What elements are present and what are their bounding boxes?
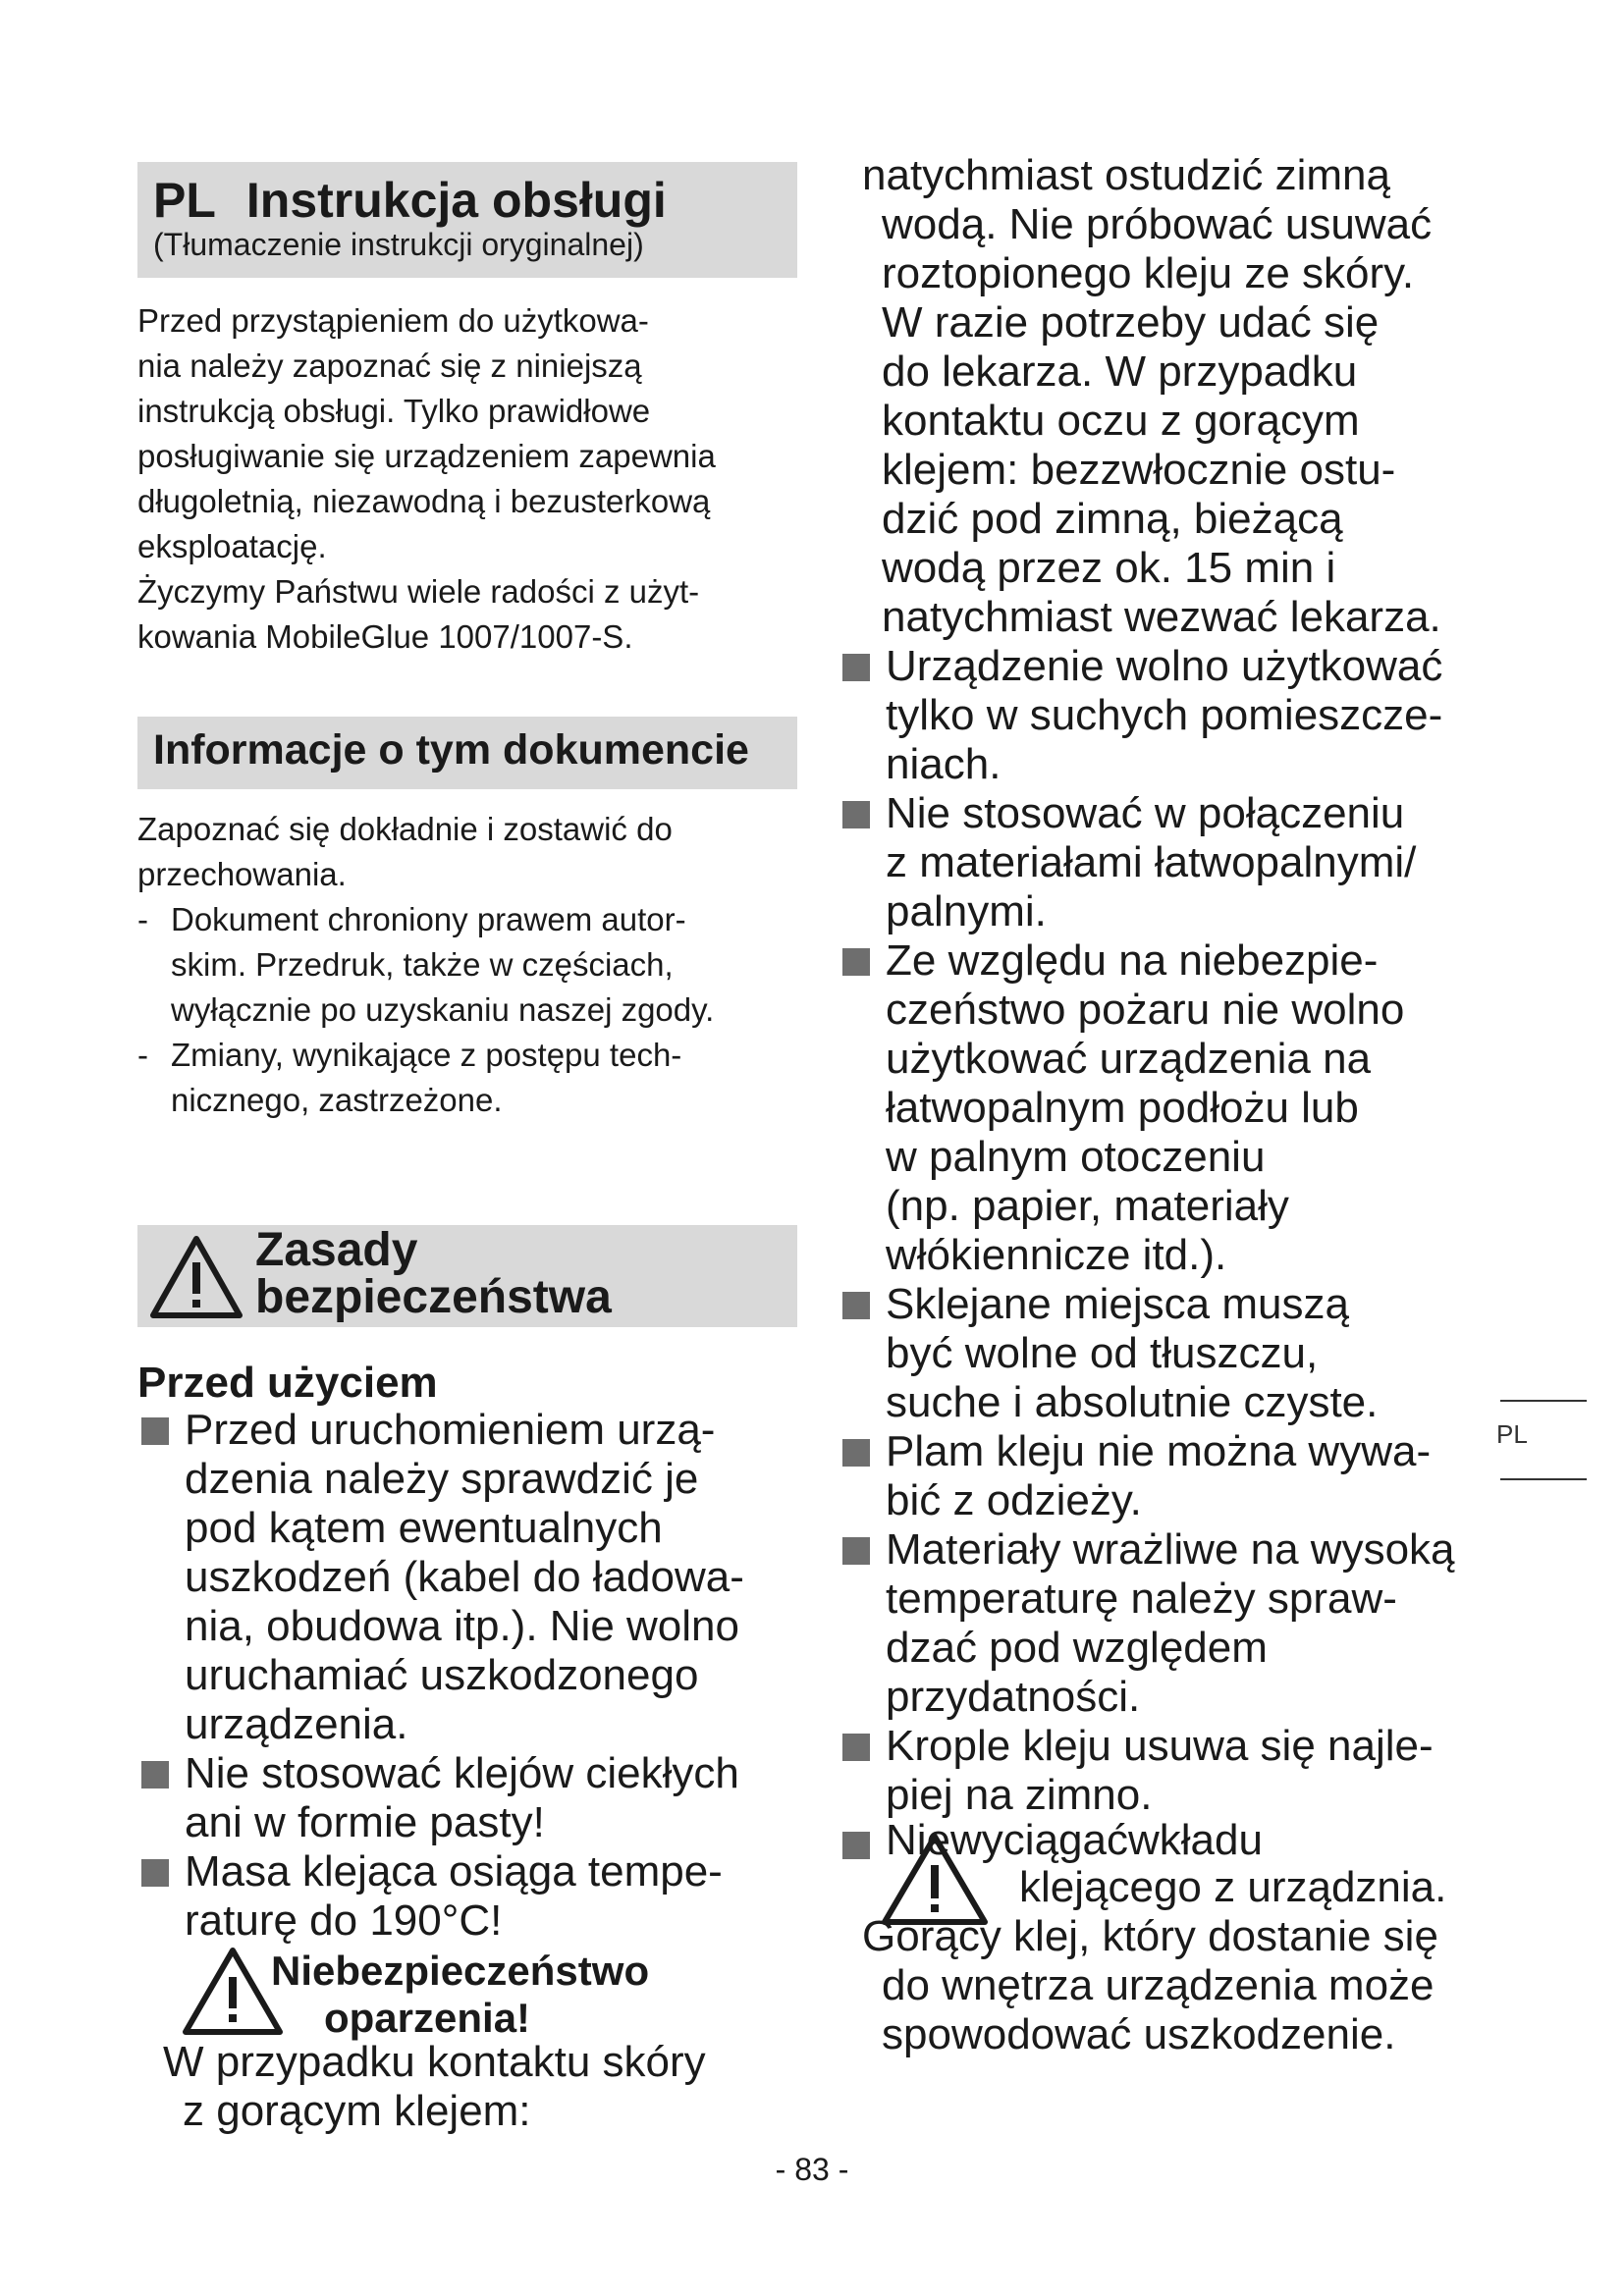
list-item bbox=[839, 642, 1506, 789]
continuation-line: kontaktu oczu z gorącym bbox=[882, 397, 1360, 445]
list-item-line: Sklejane miejsca muszą bbox=[886, 1280, 1349, 1328]
continuation-line: klejem: bezzwłocznie ostu- bbox=[882, 446, 1396, 494]
list-item-line: uszkodzeń (kabel do ładowa- bbox=[185, 1553, 744, 1601]
list-item-line: z materiałami łatwopalnymi/ bbox=[886, 838, 1417, 886]
list-item-line: temperaturę należy spraw- bbox=[886, 1575, 1397, 1623]
dash-marker: - bbox=[137, 901, 148, 937]
safety-heading-line: Zasady bbox=[255, 1224, 418, 1276]
dash-item-line: Dokument chroniony prawem autor- bbox=[171, 901, 686, 937]
list-item-line: raturę do 190°C! bbox=[185, 1896, 503, 1945]
list-item bbox=[839, 1722, 1506, 1820]
list-item bbox=[137, 1749, 797, 1847]
list-item bbox=[839, 936, 1506, 1280]
list-item-line: Nie stosować klejów ciekłych bbox=[185, 1749, 739, 1797]
title-box bbox=[137, 162, 797, 278]
list-item-line: bić z odzieży. bbox=[886, 1476, 1142, 1524]
bullet-square-icon bbox=[842, 1537, 870, 1565]
continuation-line: W razie potrzeby udać się bbox=[882, 298, 1380, 347]
dash-list-item bbox=[137, 897, 797, 1033]
list-item-line: (np. papier, materiały bbox=[886, 1182, 1289, 1230]
intro-line: Życzymy Państwu wiele radości z użyt- bbox=[137, 573, 700, 610]
bullet-square-icon bbox=[141, 1417, 169, 1445]
list-item bbox=[839, 789, 1506, 936]
bullet-square-icon bbox=[842, 801, 870, 828]
intro-line: instrukcją obsługi. Tylko prawidłowe bbox=[137, 393, 651, 429]
list-item-line: Masa klejąca osiąga tempe- bbox=[185, 1847, 723, 1896]
continuation-line: wodą. Nie próbować usuwać bbox=[882, 200, 1433, 248]
bullet-square-icon bbox=[141, 1761, 169, 1789]
last-text-line: do wnętrza urządzenia może bbox=[882, 1961, 1435, 2009]
warning-triangle-icon bbox=[149, 1235, 244, 1319]
bullet-square-icon bbox=[842, 654, 870, 681]
last-text-line: spowodować uszkodzenie. bbox=[882, 2010, 1396, 2058]
intro-line: długoletnią, niezawodną i bezusterkową bbox=[137, 483, 711, 519]
dash-item-line: Zmiany, wynikające z postępu tech- bbox=[171, 1037, 682, 1073]
list-item bbox=[839, 1525, 1506, 1722]
safety-heading-line: bezpieczeństwa bbox=[255, 1271, 612, 1323]
intro-line: kowania MobileGlue 1007/1007-S. bbox=[137, 618, 633, 655]
side-tab-bottom-rule bbox=[1500, 1478, 1587, 1480]
list-item-line: uruchamiać uszkodzonego bbox=[185, 1651, 699, 1699]
side-tab-label: PL bbox=[1496, 1419, 1528, 1449]
dash-item-line: nicznego, zastrzeżone. bbox=[171, 1082, 503, 1118]
bullet-square-icon bbox=[842, 1292, 870, 1319]
list-item-line: Nie stosować w połączeniu bbox=[886, 789, 1405, 837]
doc-info-line: Zapoznać się dokładnie i zostawić do bbox=[137, 811, 673, 847]
list-item-line: urządzenia. bbox=[185, 1700, 408, 1748]
list-item-line: piej na zimno. bbox=[886, 1771, 1153, 1819]
list-item-line: pod kątem ewentualnych bbox=[185, 1504, 663, 1552]
right-bullet-list bbox=[839, 642, 1506, 1820]
list-item bbox=[839, 1280, 1506, 1427]
page-number: - 83 - bbox=[775, 2152, 849, 2187]
list-item-line: dzenia należy sprawdzić je bbox=[185, 1455, 699, 1503]
list-item-line: być wolne od tłuszczu, bbox=[886, 1329, 1319, 1377]
list-item-line: włókiennicze itd.). bbox=[886, 1231, 1227, 1279]
list-item bbox=[137, 1406, 797, 1749]
continuation-line: roztopionego kleju ze skóry. bbox=[882, 249, 1415, 297]
before-use-heading: Przed użyciem bbox=[137, 1359, 438, 1407]
continuation-line: natychmiast ostudzić zimną bbox=[862, 151, 1390, 199]
burn-text bbox=[163, 2038, 706, 2136]
doc-info-heading: Informacje o tym dokumencie bbox=[153, 726, 749, 774]
dash-item-line: skim. Przedruk, także w częściach, bbox=[171, 946, 674, 983]
intro-paragraph bbox=[137, 298, 797, 660]
doc-info-heading-box bbox=[137, 717, 797, 789]
list-item bbox=[839, 1427, 1506, 1525]
list-item-line: Urządzenie wolno użytkować bbox=[886, 642, 1443, 690]
list-item-line: Plam kleju nie można wywa- bbox=[886, 1427, 1432, 1475]
dash-list-item bbox=[137, 1033, 797, 1123]
page-subtitle: (Tłumaczenie instrukcji oryginalnej) bbox=[153, 227, 644, 262]
list-item-line: łatwopalnym podłożu lub bbox=[886, 1084, 1359, 1132]
list-item-line: Ze względu na niebezpie- bbox=[886, 936, 1379, 985]
burn-text-line: W przypadku kontaktu skóry bbox=[163, 2038, 706, 2086]
list-item-line: w palnym otoczeniu bbox=[886, 1133, 1266, 1181]
title-text: Instrukcja obsługi bbox=[245, 173, 667, 228]
list-item bbox=[137, 1847, 797, 1946]
dash-item-line: wyłącznie po uzyskaniu naszej zgody. bbox=[171, 991, 715, 1028]
doc-info-line: przechowania. bbox=[137, 856, 347, 892]
continuation-line: do lekarza. W przypadku bbox=[882, 347, 1358, 396]
continuation-line: dzić pod zimną, bieżącą bbox=[882, 495, 1343, 543]
burn-warning-line1: Niebezpieczeństwo bbox=[271, 1948, 650, 1994]
last-text-line: Gorący klej, który dostanie się bbox=[862, 1912, 1438, 1960]
burn-text-continuation bbox=[862, 151, 1441, 642]
intro-line: nia należy zapoznać się z niniejszą bbox=[137, 347, 642, 384]
continuation-line: wodą przez ok. 15 min i bbox=[882, 544, 1336, 592]
list-item-line: dzać pod względem bbox=[886, 1624, 1268, 1672]
list-item-line: użytkować urządzenia na bbox=[886, 1035, 1372, 1083]
intro-line: posługiwanie się urządzeniem zapewnia bbox=[137, 438, 716, 474]
list-item-line: czeństwo pożaru nie wolno bbox=[886, 986, 1405, 1034]
list-item-line: nia, obudowa itp.). Nie wolno bbox=[185, 1602, 739, 1650]
last-text bbox=[862, 1912, 1438, 2059]
burn-text-line: z gorącym klejem: bbox=[183, 2087, 531, 2135]
list-item-line: Materiały wrażliwe na wysoką bbox=[886, 1525, 1455, 1574]
intro-line: Przed przystąpieniem do użytkowa- bbox=[137, 302, 649, 339]
list-item-line: przydatności. bbox=[886, 1673, 1141, 1721]
last-item-line1: Niewyciągaćwkładu bbox=[886, 1816, 1263, 1864]
doc-info-text bbox=[137, 807, 797, 1123]
list-item-line: Krople kleju usuwa się najle- bbox=[886, 1722, 1434, 1770]
list-item-line: palnymi. bbox=[886, 887, 1047, 935]
list-item-line: Przed uruchomieniem urzą- bbox=[185, 1406, 716, 1454]
continuation-line: natychmiast wezwać lekarza. bbox=[882, 593, 1441, 641]
bullet-square-icon bbox=[842, 1734, 870, 1761]
side-tab-top-rule bbox=[1500, 1400, 1587, 1402]
warning-triangle-icon bbox=[181, 1946, 285, 2036]
bullet-square-icon bbox=[842, 948, 870, 976]
safety-heading-box bbox=[137, 1225, 797, 1327]
list-item-line: tylko w suchych pomieszcze- bbox=[886, 691, 1443, 739]
list-item-line: suche i absolutnie czyste. bbox=[886, 1378, 1379, 1426]
left-bullet-list bbox=[137, 1406, 797, 1946]
safety-heading bbox=[255, 1224, 612, 1323]
dash-marker: - bbox=[137, 1037, 148, 1073]
burn-warning-line2: oparzenia! bbox=[324, 1995, 531, 2041]
bullet-square-icon bbox=[842, 1832, 870, 1859]
page-title bbox=[153, 173, 667, 228]
last-item-line2: klejącego z urządznia. bbox=[1019, 1863, 1447, 1911]
list-item-line: ani w formie pasty! bbox=[185, 1798, 545, 1846]
bullet-square-icon bbox=[842, 1439, 870, 1467]
intro-line: eksploatację. bbox=[137, 528, 327, 564]
bullet-square-icon bbox=[141, 1859, 169, 1887]
language-code: PL bbox=[153, 173, 215, 228]
list-item-line: niach. bbox=[886, 740, 1001, 788]
